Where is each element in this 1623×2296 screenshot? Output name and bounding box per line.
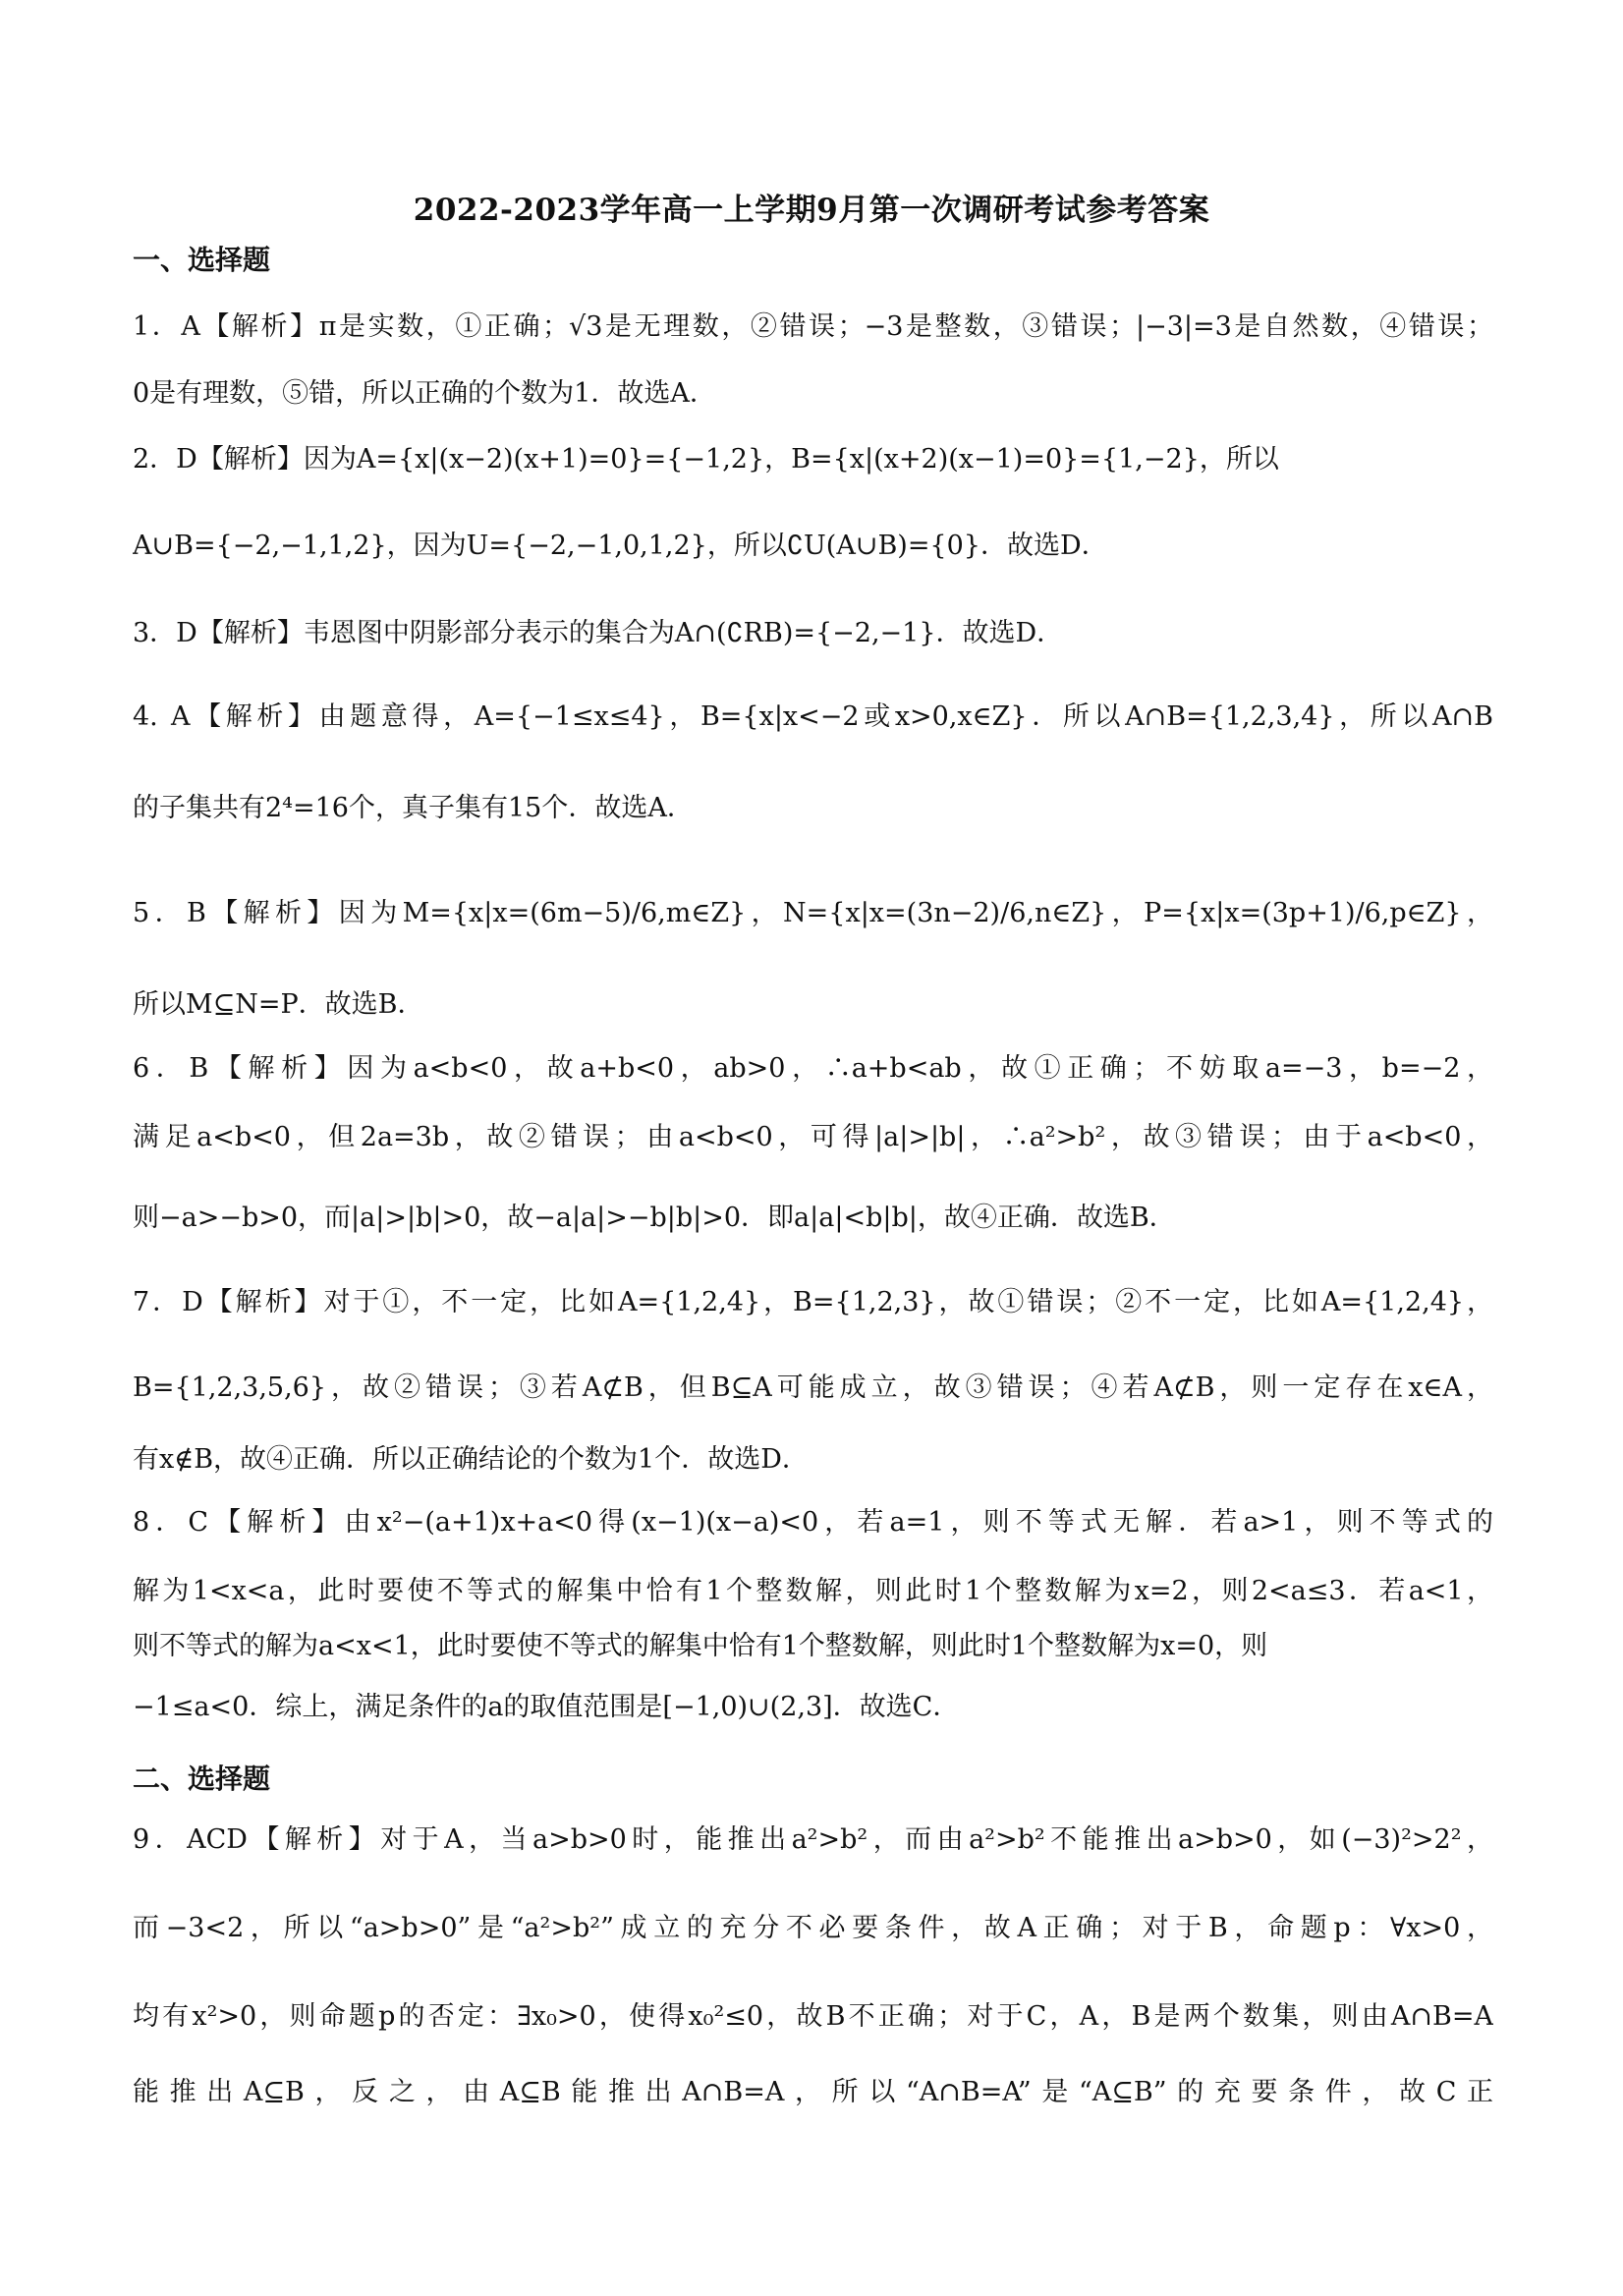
answer-line: 的子集共有2⁴=16个，真子集有15个．故选A． [133,793,694,823]
answer-line: 均有x²>0，则命题p的否定：∃x₀>0，使得x₀²≤0，故B不正确；对于C，A，B是两个数集，则由A∩B=A [133,2001,1493,2032]
answer-line: 则不等式的解为a<x<1，此时要使不等式的解集中恰有1个整数解，则此时1个整数解为x=0，则 [133,1631,1268,1661]
answer-line: 6．B【解析】因为a<b<0，故a+b<0，ab>0，∴a+b<ab，故①正确；不妨取a=−3，b=−2， [133,1053,1493,1084]
answer-line: 9．ACD【解析】对于A，当a>b>0时，能推出a²>b²，而由a²>b²不能推出a>b>0，如(−3)²>2²， [133,1824,1493,1855]
answer-line: 2．D【解析】因为A={x|(x−2)(x+1)=0}={−1,2}，B={x|(x+2)(x−1)=0}={1,−2}，所以 [133,444,1279,475]
answer-line: 而−3<2，所以“a>b>0”是“a²>b²”成立的充分不必要条件，故A正确；对于B，命题p：∀x>0， [133,1913,1493,1943]
answer-line: 所以M⊆N=P．故选B． [133,989,424,1020]
answer-line: 有x∉B，故④正确．所以正确结论的个数为1个．故选D． [133,1444,809,1475]
page-title: 2022-2023学年高一上学期9月第一次调研考试参考答案 [413,193,1210,228]
answer-line: B={1,2,3,5,6}，故②错误；③若A⊄B，但B⊆A可能成立，故③错误；④若A⊄B，则一定存在x∈A， [133,1372,1493,1403]
answer-line: 0是有理数，⑤错，所以正确的个数为1．故选A． [133,378,716,409]
section-heading-choice: 一、选择题 [133,244,271,276]
section-heading-multi-choice: 二、选择题 [133,1763,271,1795]
answer-line: 3．D【解析】韦恩图中阴影部分表示的集合为A∩(∁RB)={−2,−1}．故选D． [133,618,1064,648]
answer-line: 5．B【解析】因为M={x|x=(6m−5)/6,m∈Z}，N={x|x=(3n−2)/6,n∈Z}，P={x|x=(3p+1)/6,p∈Z}， [133,898,1493,928]
answer-line: 则−a>−b>0，而|a|>|b|>0，故−a|a|>−b|b|>0．即a|a|<b|b|，故④正确．故选B． [133,1203,1176,1233]
answer-line: 7．D【解析】对于①，不一定，比如A={1,2,4}，B={1,2,3}，故①错误；②不一定，比如A={1,2,4}， [133,1287,1493,1317]
answer-line: −1≤a<0．综上，满足条件的a的取值范围是[−1,0)∪(2,3]．故选C． [133,1692,960,1722]
answer-line: 满足a<b<0，但2a=3b，故②错误；由a<b<0，可得|a|>|b|，∴a²>b²，故③错误；由于a<b<0， [133,1122,1493,1152]
answer-line: 解为1<x<a，此时要使不等式的解集中恰有1个整数解，则此时1个整数解为x=2，则2<a≤3．若a<1， [133,1576,1493,1606]
answer-line: 1．A【解析】π是实数，①正确；√3是无理数，②错误；−3是整数，③错误；|−3|=3是自然数，④错误； [133,311,1493,342]
answer-line: 4. A【解析】由题意得，A={−1≤x≤4}，B={x|x<−2或x>0,x∈Z}．所以A∩B={1,2,3,4}，所以A∩B [133,701,1493,732]
answer-line: 能推出A⊆B，反之，由A⊆B能推出A∩B=A，所以“A∩B=A”是“A⊆B”的充要条件，故C正 [133,2077,1493,2107]
answer-line: 8．C【解析】由x²−(a+1)x+a<0得(x−1)(x−a)<0，若a=1，则不等式无解．若a>1，则不等式的 [133,1507,1493,1538]
answer-line: A∪B={−2,−1,1,2}，因为U={−2,−1,0,1,2}，所以∁U(A∪B)={0}．故选D． [133,531,1108,561]
